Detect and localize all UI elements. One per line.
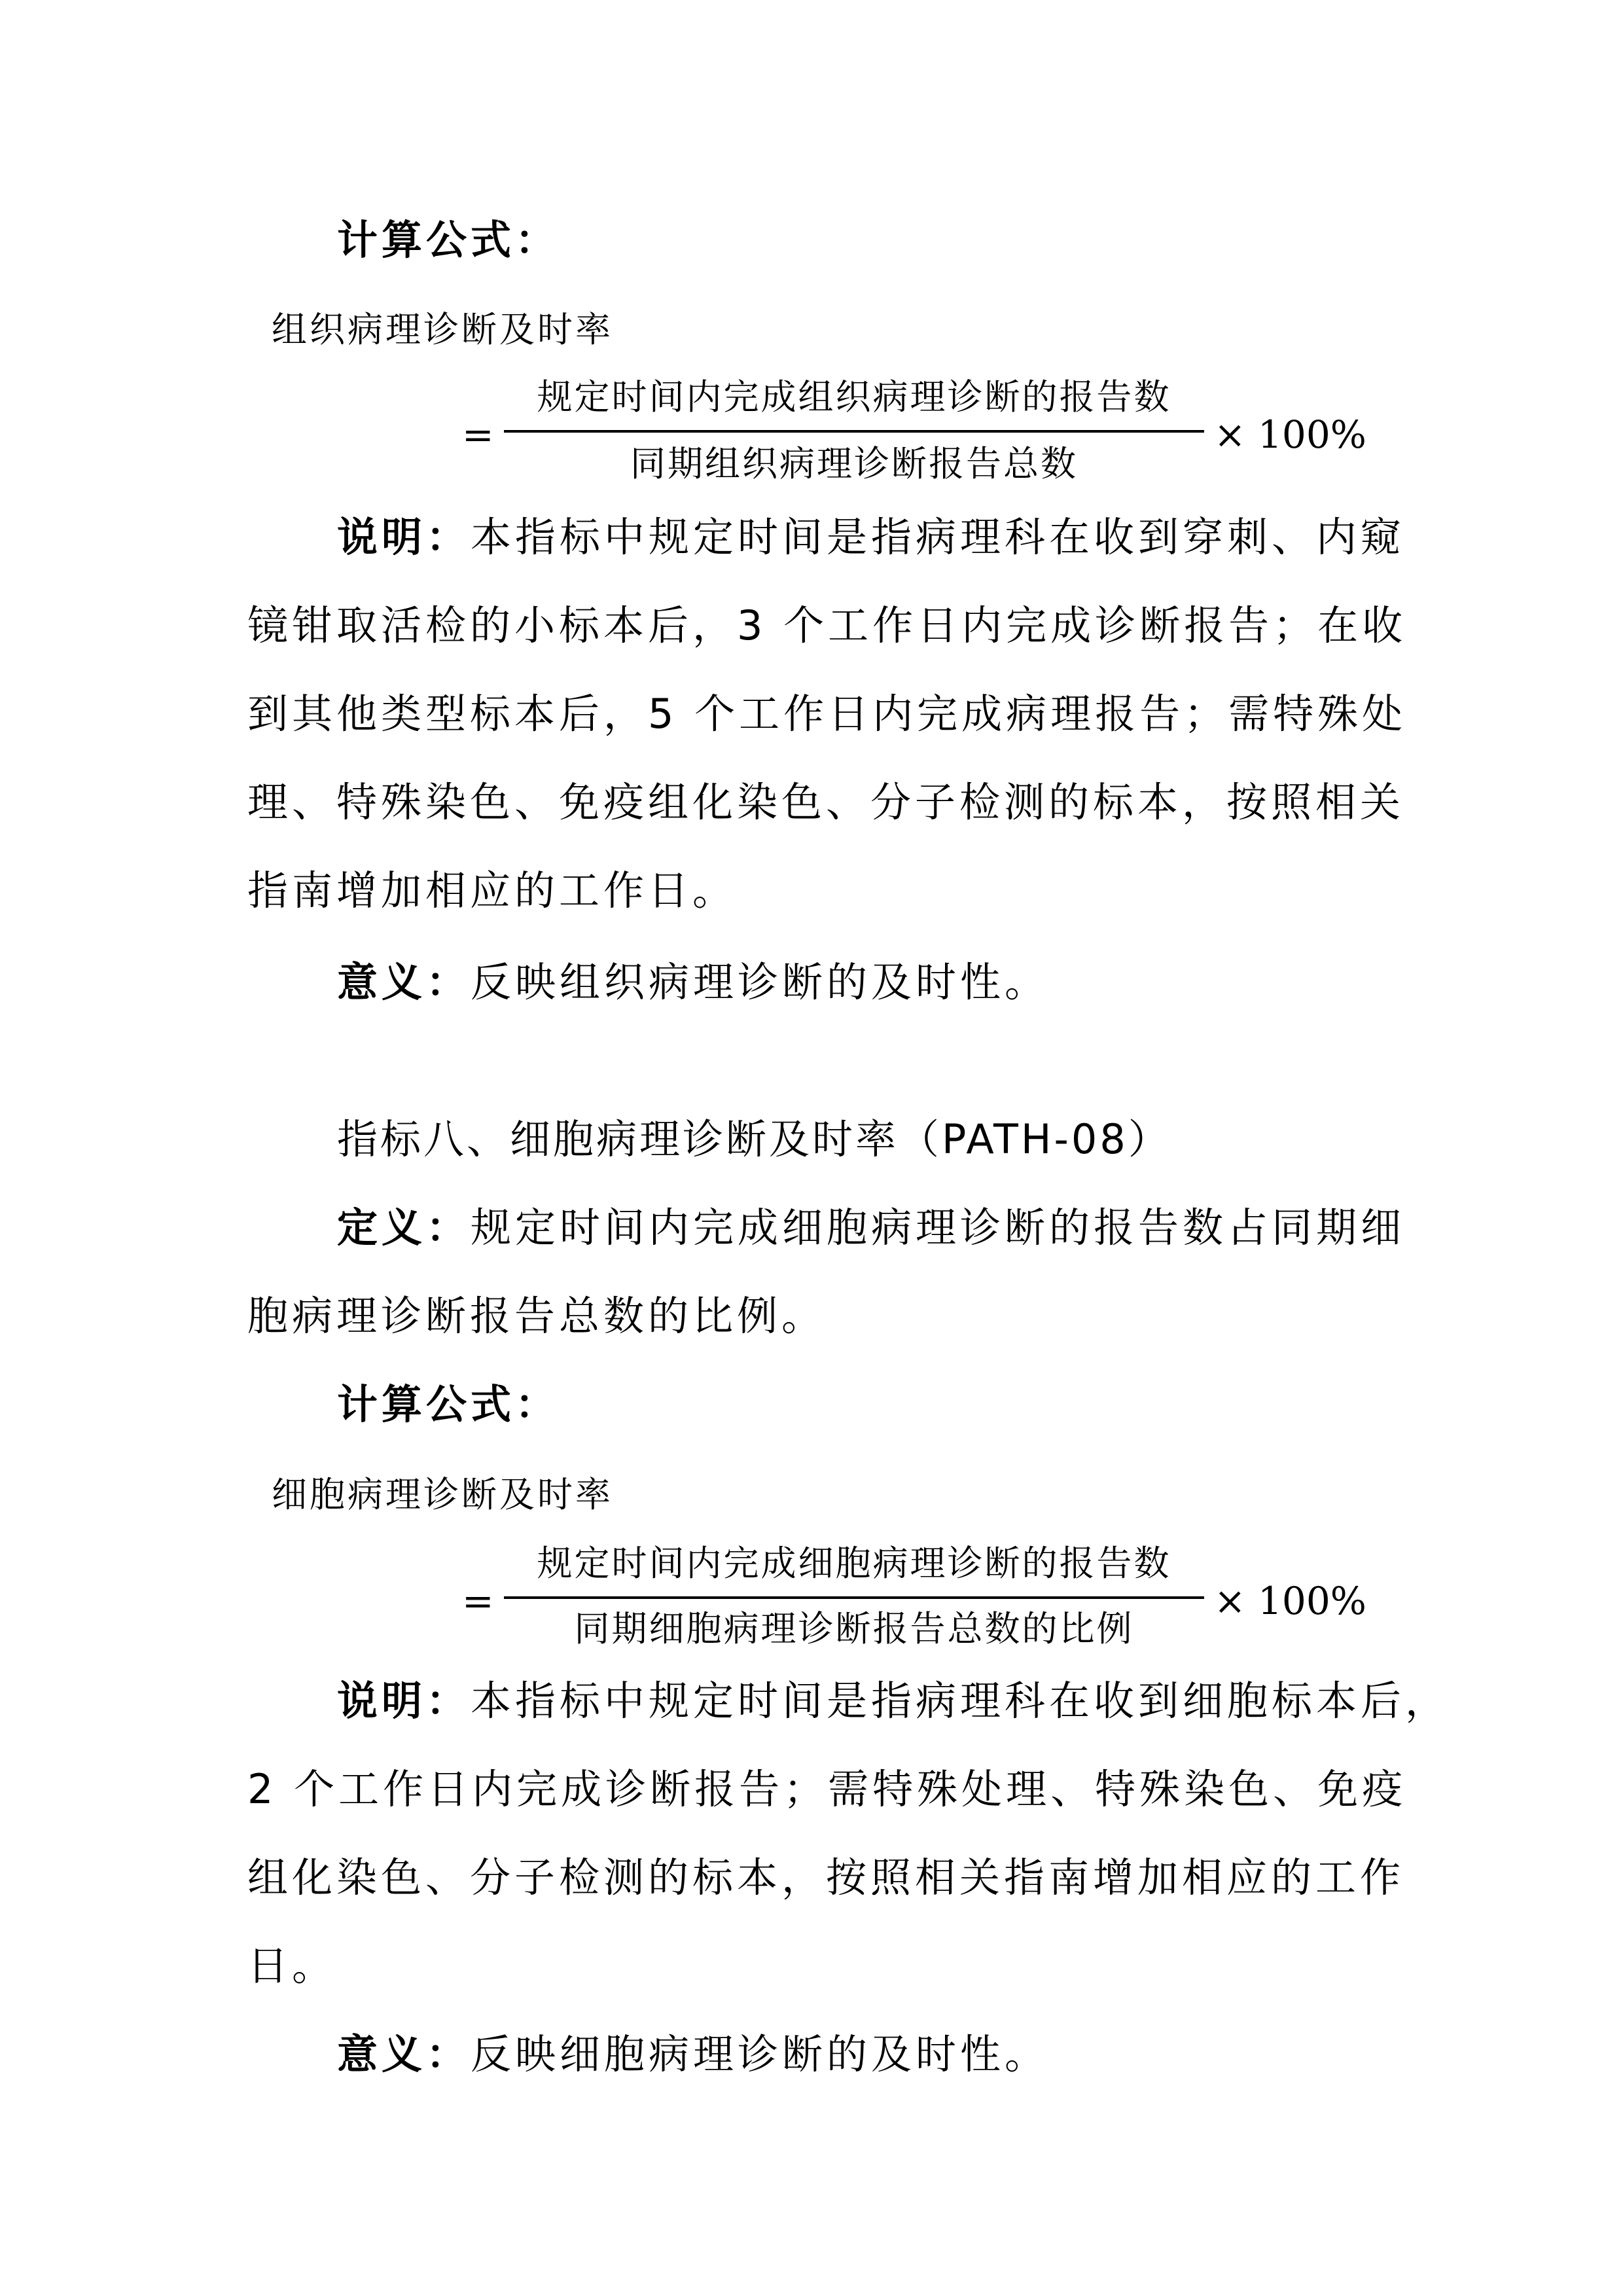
section-title: 指标八、细胞病理诊断及时率（PATH-08） — [337, 1115, 1171, 1163]
multiplier: × 100% — [1214, 1579, 1366, 1623]
equals-sign: = — [462, 1579, 494, 1623]
note-line-4: 理、特殊染色、免疫组化染色、分子检测的标本，按照相关 — [247, 778, 1405, 826]
formula-denominator: 同期组织病理诊断报告总数 — [630, 443, 1078, 484]
formula-denominator: 同期细胞病理诊断报告总数的比例 — [574, 1608, 1134, 1649]
meaning-line — [337, 958, 1050, 1006]
note-line-3: 到其他类型标本后，5 个工作日内完成病理报告；需特殊处 — [247, 690, 1407, 738]
definition-line-1 — [337, 1204, 1406, 1251]
meaning-text: 反映组织病理诊断的及时性。 — [471, 958, 1050, 1006]
fraction-bar — [504, 1596, 1204, 1599]
note-line-5: 指南增加相应的工作日。 — [247, 867, 738, 914]
meaning-text: 反映细胞病理诊断的及时性。 — [471, 2030, 1050, 2078]
definition-line-2: 胞病理诊断报告总数的比例。 — [247, 1292, 827, 1340]
note-line-2: 镜钳取活检的小标本后，3 个工作日内完成诊断报告；在收 — [247, 601, 1407, 649]
note-label: 说明： — [337, 1677, 471, 1725]
formula-numerator: 规定时间内完成组织病理诊断的报告数 — [537, 376, 1171, 418]
meaning-label: 意义： — [337, 958, 471, 1006]
meaning-label: 意义： — [337, 2030, 471, 2078]
meaning-line — [337, 2030, 1050, 2078]
fraction-bar — [504, 430, 1204, 433]
note-line-1 — [337, 513, 1406, 561]
formula-heading: 计算公式： — [337, 216, 560, 264]
note-label: 说明： — [337, 513, 471, 561]
equals-sign: = — [462, 412, 494, 457]
formula-name: 组织病理诊断及时率 — [272, 309, 613, 350]
multiplier: × 100% — [1214, 412, 1366, 457]
note-line-4: 日。 — [247, 1942, 337, 1990]
formula-name: 细胞病理诊断及时率 — [272, 1474, 613, 1515]
note-text: 本指标中规定时间是指病理科在收到穿刺、内窥 — [471, 513, 1406, 561]
note-text: 本指标中规定时间是指病理科在收到细胞标本后， — [471, 1677, 1450, 1725]
definition-label: 定义： — [337, 1204, 471, 1251]
note-line-2: 2 个工作日内完成诊断报告；需特殊处理、特殊染色、免疫 — [247, 1765, 1407, 1813]
definition-text: 规定时间内完成细胞病理诊断的报告数占同期细 — [471, 1204, 1406, 1251]
note-line-3: 组化染色、分子检测的标本，按照相关指南增加相应的工作 — [247, 1854, 1405, 1901]
formula-heading: 计算公式： — [337, 1380, 560, 1428]
formula-numerator: 规定时间内完成细胞病理诊断的报告数 — [537, 1543, 1171, 1584]
note-line-1 — [337, 1677, 1450, 1725]
